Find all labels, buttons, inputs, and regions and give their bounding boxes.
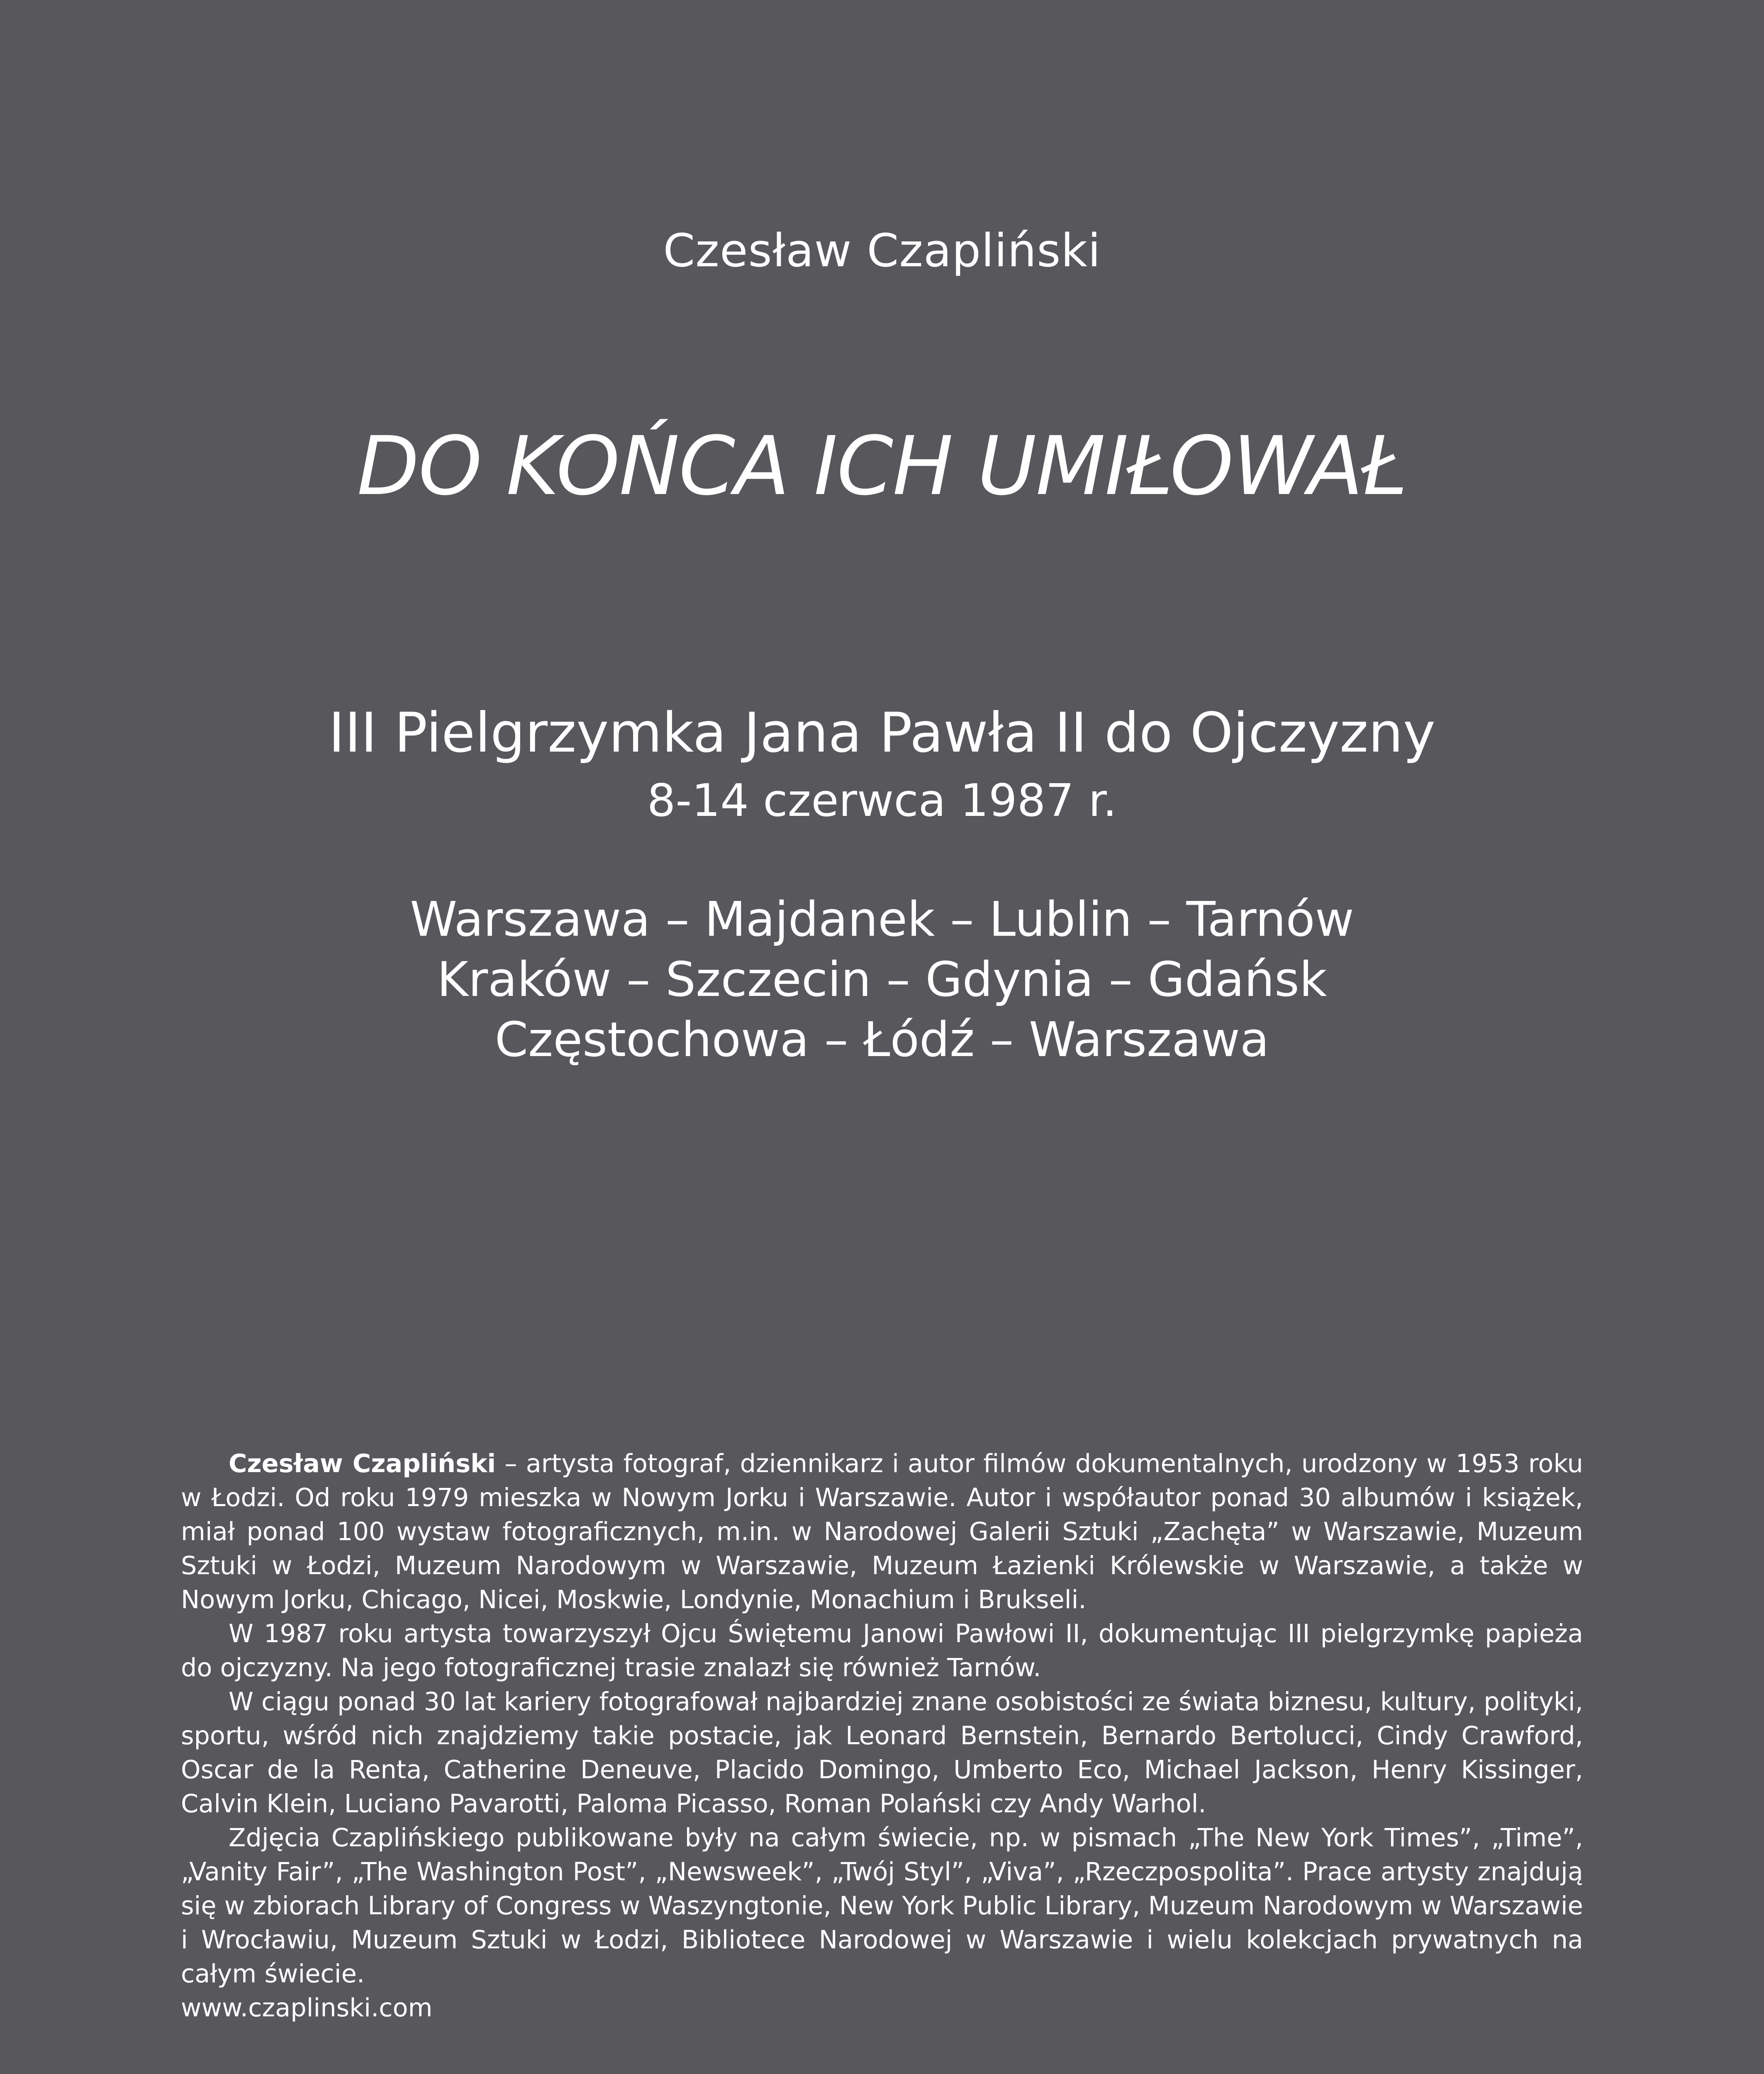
bio-author-name: Czesław Czapliński	[229, 1449, 496, 1478]
route-line-3: Częstochowa – Łódź – Warszawa	[495, 1012, 1269, 1068]
route-line-1: Warszawa – Majdanek – Lublin – Tarnów	[410, 892, 1354, 947]
pilgrimage-subtitle: III Pielgrzymka Jana Pawła II do Ojczyzny	[328, 701, 1436, 765]
bio-paragraph-1-text: – artysta fotograf, dziennikarz i autor filmów dokumentalnych, urodzony w 1953 roku w Łodzi. Od roku 1979 mieszka w Nowym Jorku i Warszawie. Autor i współautor ponad 30 albumów i książek, miał ponad 100 wystaw fotograficznych, m.in. w Narodowej Galerii Sztuki „Zachęta” w Warszawie, Muzeum Sztuki w Łodzi, Muzeum Narodowym w Warszawie, Muzeum Łazienki Królewskie w Warszawie, a także w Nowym Jorku, Chicago, Nicei, Moskwie, Londynie, Monachium i Brukseli.	[181, 1449, 1583, 1614]
route-line-2: Kraków – Szczecin – Gdynia – Gdańsk	[437, 952, 1327, 1008]
bio-paragraph-4: Zdjęcia Czaplińskiego publikowane były na całym świecie, np. w pismach „The New York Times”, „Time”, „Vanity Fair”, „The Washington Post”, „Newsweek”, „Twój Styl”, „Viva”, „Rzeczpospolita”. Prace artysty znajdują się w zbiorach Library of Congress w Waszyngtonie, New York Public Library, Muzeum Narodowym w Warszawie i Wrocławiu, Muzeum Sztuki w Łodzi, Bibliotece Narodowej w Warszawie i wielu kolekcjach prywatnych na całym świecie.	[181, 1823, 1583, 1989]
bio-website: www.czaplinski.com	[181, 1994, 433, 2023]
exhibition-title: DO KOŃCA ICH UMIŁOWAŁ	[357, 419, 1407, 513]
pilgrimage-dates: 8-14 czerwca 1987 r.	[647, 775, 1117, 827]
bio-paragraph-2: W 1987 roku artysta towarzyszył Ojcu Świętemu Janowi Pawłowi II, dokumentując III pielgrzymkę papieża do ojczyzny. Na jego fotograficznej trasie znalazł się również Tarnów.	[181, 1619, 1583, 1682]
author-biography	[181, 1447, 1583, 2025]
author-name: Czesław Czapliński	[663, 224, 1101, 277]
bio-paragraph-3: W ciągu ponad 30 lat kariery fotografował najbardziej znane osobistości ze świata biznesu, kultury, polityki, sportu, wśród nich znajdziemy takie postacie, jak Leonard Bernstein, Bernardo Bertolucci, Cindy Crawford, Oscar de la Renta, Catherine Deneuve, Placido Domingo, Umberto Eco, Michael Jackson, Henry Kissinger, Calvin Klein, Luciano Pavarotti, Paloma Picasso, Roman Polański czy Andy Warhol.	[181, 1687, 1583, 1818]
bio-paragraph-1	[181, 1447, 1583, 1617]
